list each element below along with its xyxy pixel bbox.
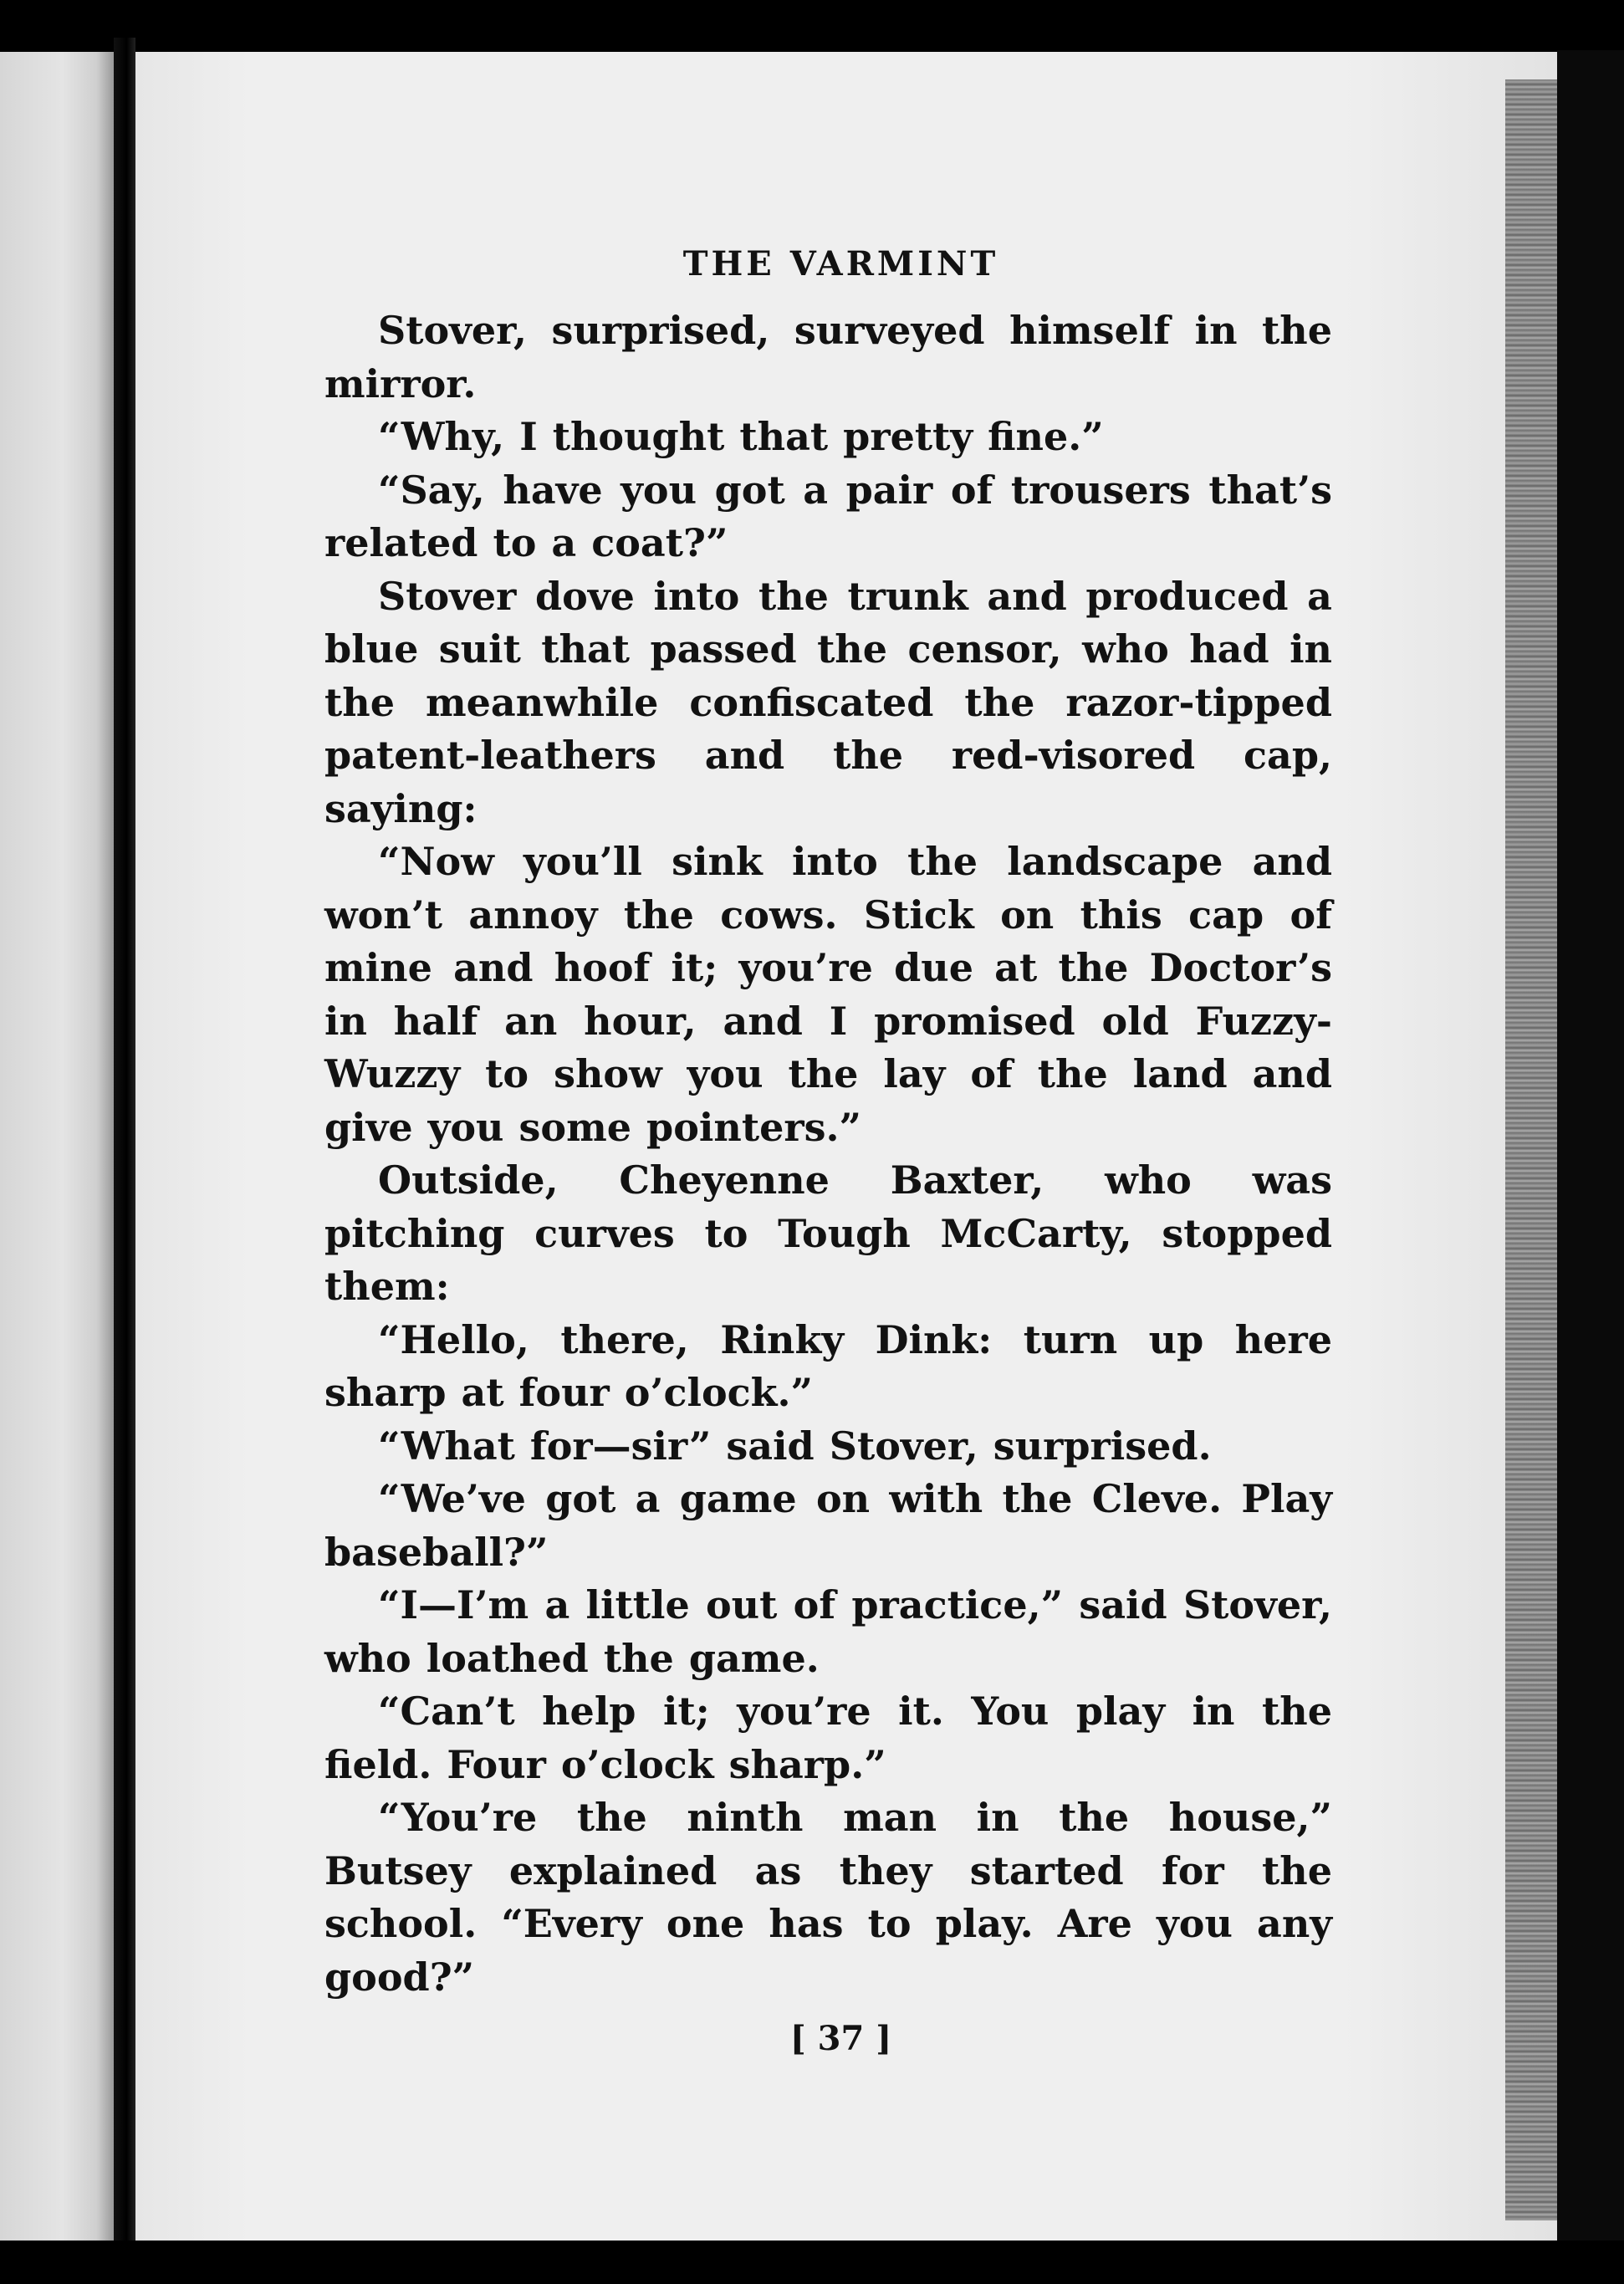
paragraph: “I—I’m a little out of practice,” said Stover, who loathed the game. bbox=[324, 1582, 1332, 1681]
paragraph: “Why, I thought that pretty fine.” bbox=[378, 414, 1104, 459]
paragraph: “You’re the ninth man in the house,” Butsey explained as they started for the school. “Every one has to play. Are you any good?” bbox=[324, 1795, 1332, 2000]
paragraph: “We’ve got a game on with the Cleve. Play baseball?” bbox=[324, 1476, 1332, 1575]
paragraph: “Can’t help it; you’re it. You play in the field. Four o’clock sharp.” bbox=[324, 1689, 1332, 1787]
paragraph: “Now you’ll sink into the landscape and won’t annoy the cows. Stick on this cap of mine and hoof it; you’re due at the Doctor’s in half an hour, and I promised old Fuzzy-Wuzzy to show you the lay of the land and give you some pointers.” bbox=[324, 839, 1332, 1150]
page-stack-edge bbox=[1505, 79, 1557, 2220]
book-gutter bbox=[114, 38, 135, 2254]
paragraph: “Hello, there, Rinky Dink: turn up here sharp at four o’clock.” bbox=[324, 1316, 1332, 1415]
paragraph: “What for—sir” said Stover, surprised. bbox=[378, 1423, 1212, 1469]
page-text-block bbox=[324, 243, 1332, 2062]
running-head: THE VARMINT bbox=[682, 244, 999, 284]
paragraph: Stover dove into the trunk and produced a blue suit that passed the censor, who had in the meanwhile confiscated the razor-tipped patent-leathers and the red-visored cap, saying: bbox=[324, 573, 1332, 831]
paragraph: “Say, have you got a pair of trousers that’s related to a coat?” bbox=[324, 467, 1332, 565]
page-number: [ 37 ] bbox=[789, 2019, 892, 2058]
bottom-scan-shadow bbox=[0, 2241, 1624, 2284]
right-scan-shadow bbox=[1557, 50, 1624, 2250]
facing-page-edge bbox=[0, 52, 114, 2241]
paragraph: Stover, surprised, surveyed himself in the mirror. bbox=[324, 308, 1332, 406]
paragraph: Outside, Cheyenne Baxter, who was pitching curves to Tough McCarty, stopped them: bbox=[324, 1157, 1332, 1309]
top-scan-shadow bbox=[0, 0, 1624, 52]
